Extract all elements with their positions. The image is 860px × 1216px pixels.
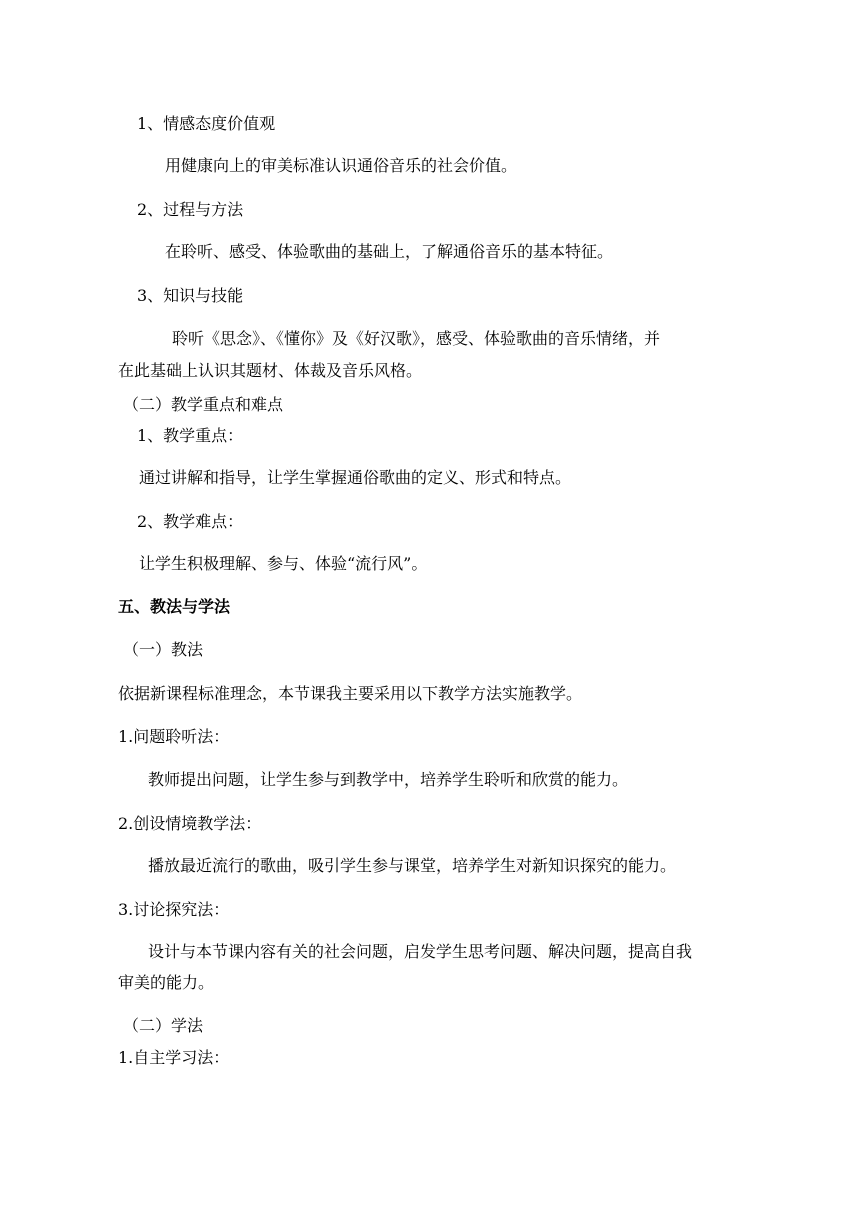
heading-self-study-method: 1.自主学习法： <box>118 1048 230 1067</box>
section-title-teaching-learning-methods: 五、教法与学法 <box>118 597 231 616</box>
paragraph-knowledge-skill-line1: 聆听《思念》、《懂你》及《好汉歌》，感受、体验歌曲的音乐情绪，并 <box>172 329 661 348</box>
paragraph-process-method: 在聆听、感受、体验歌曲的基础上，了解通俗音乐的基本特征。 <box>165 242 614 261</box>
paragraph-discussion-method-line2: 审美的能力。 <box>118 973 215 992</box>
paragraph-key-points: 通过讲解和指导，让学生掌握通俗歌曲的定义、形式和特点。 <box>139 468 572 487</box>
paragraph-teaching-methods-intro: 依据新课程标准理念，本节课我主要采用以下教学方法实施教学。 <box>118 684 583 703</box>
heading-learning-methods: （二）学法 <box>123 1016 204 1035</box>
heading-teaching-methods: （一）教法 <box>123 640 204 659</box>
heading-key-difficult-points: （二）教学重点和难点 <box>123 395 284 414</box>
paragraph-difficult-points: 让学生积极理解、参与、体验“流行风”。 <box>139 554 428 573</box>
paragraph-situation-method: 播放最近流行的歌曲，吸引学生参与课堂，培养学生对新知识探究的能力。 <box>148 856 677 875</box>
paragraph-discussion-method-line1: 设计与本节课内容有关的社会问题，启发学生思考问题、解决问题，提高自我 <box>148 942 693 961</box>
heading-question-listening-method: 1.问题聆听法： <box>118 727 230 746</box>
heading-knowledge-skill: 3、知识与技能 <box>137 286 244 305</box>
heading-key-points: 1、教学重点： <box>137 426 244 445</box>
heading-emotion-attitude: 1、情感态度价值观 <box>137 114 276 133</box>
heading-process-method: 2、过程与方法 <box>137 200 244 219</box>
heading-situation-method: 2.创设情境教学法： <box>118 814 262 833</box>
heading-difficult-points: 2、教学难点： <box>137 512 244 531</box>
paragraph-knowledge-skill-line2: 在此基础上认识其题材、体裁及音乐风格。 <box>118 361 423 380</box>
paragraph-emotion-attitude: 用健康向上的审美标准认识通俗音乐的社会价值。 <box>165 156 518 175</box>
paragraph-question-listening-method: 教师提出问题，让学生参与到教学中，培养学生聆听和欣赏的能力。 <box>148 770 629 789</box>
heading-discussion-method: 3.讨论探究法： <box>118 900 230 919</box>
